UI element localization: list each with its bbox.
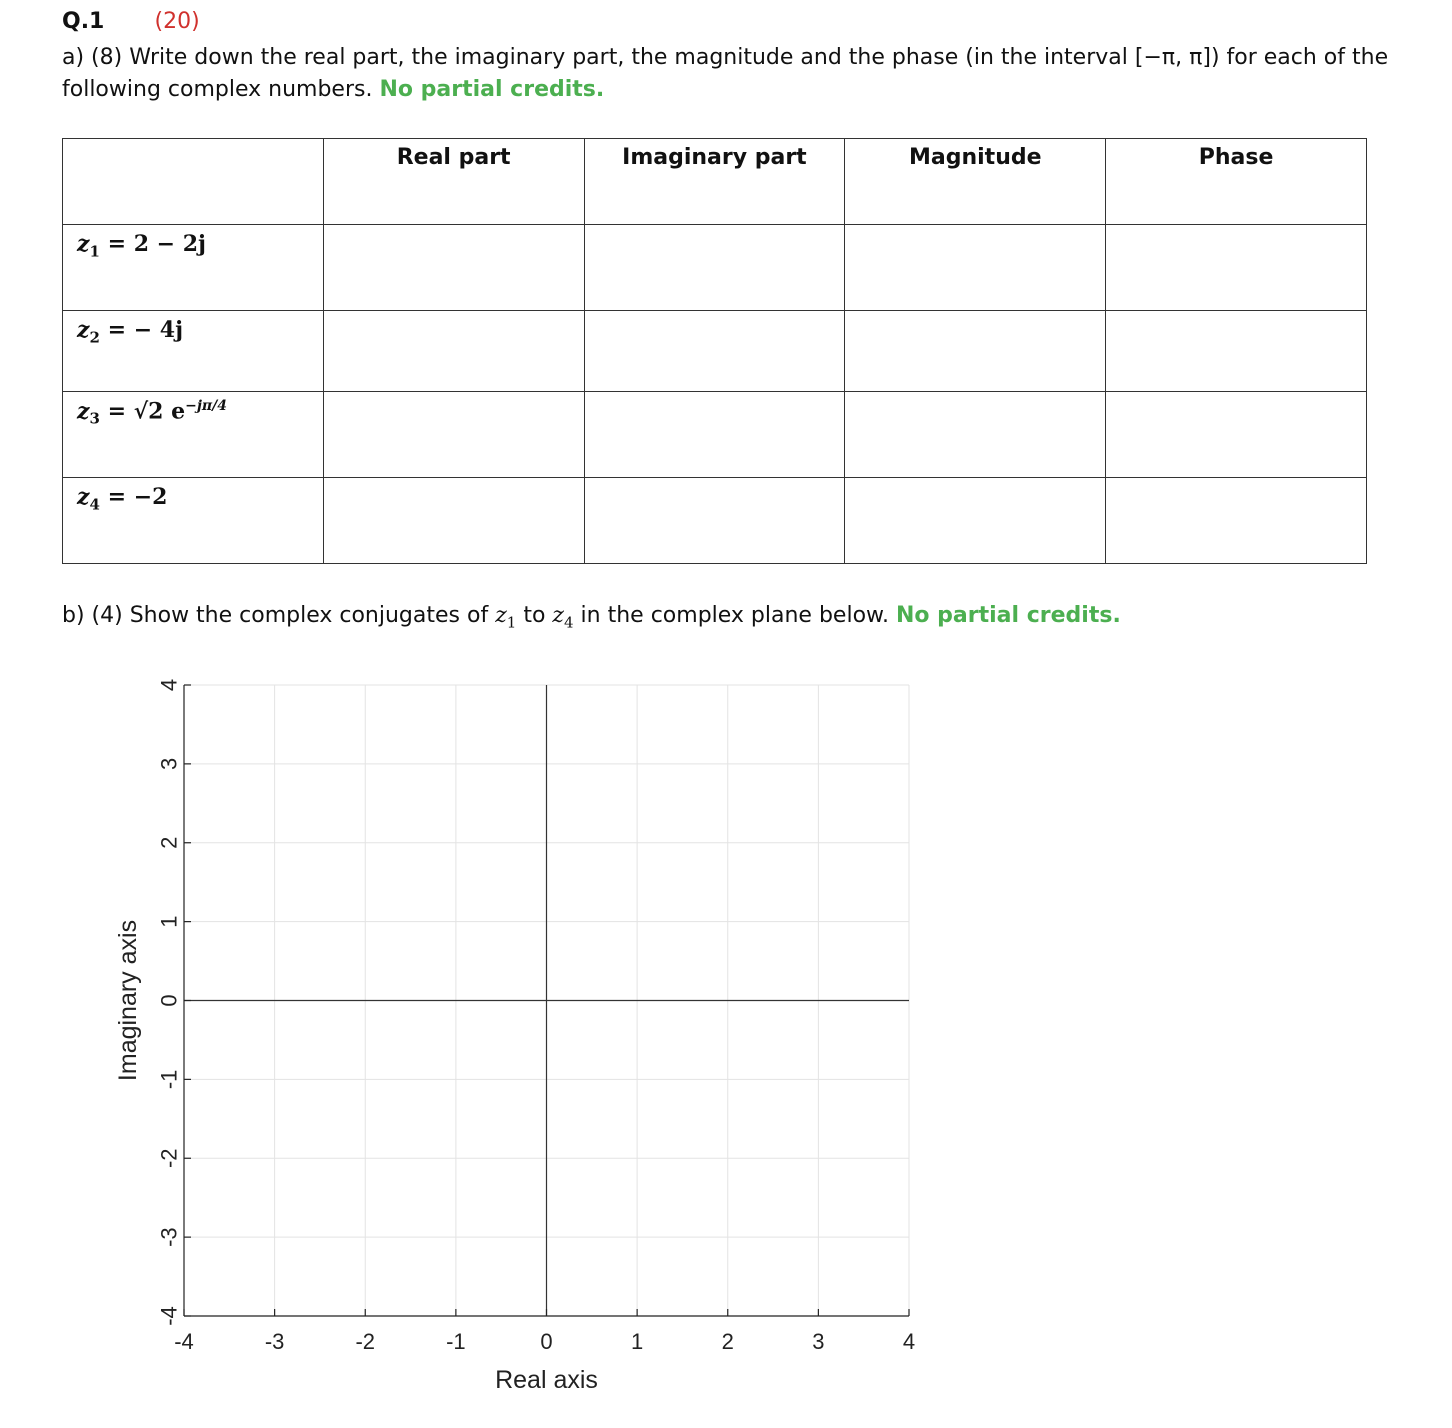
x-tick-label: -1 [446,1329,466,1354]
y-tick-label: 3 [156,757,182,770]
answer-cell[interactable] [584,225,845,311]
complex-plane-chart[interactable] [0,640,1452,1428]
table-row [63,311,1367,392]
header-real-part: Real part [323,139,584,225]
x-tick-label: 3 [812,1329,825,1354]
answer-cell[interactable] [845,225,1106,311]
answer-cell[interactable] [584,311,845,392]
answer-cell[interactable] [584,392,845,478]
question-number: Q.1 [62,9,105,34]
x-tick-label: -3 [264,1329,285,1354]
answer-cell[interactable] [845,478,1106,564]
x-tick-label: -2 [355,1329,376,1354]
header-magnitude: Magnitude [845,139,1106,225]
table-row [63,478,1367,564]
answer-cell[interactable] [323,225,584,311]
x-tick-label: 1 [631,1329,644,1354]
row-label-z2: $z_2$ = − 4j [63,311,324,392]
part-a-note: No partial credits. [379,77,605,102]
answer-cell[interactable] [323,311,584,392]
table-row [63,392,1367,478]
header-imaginary-part: Imaginary part [584,139,845,225]
answer-cell[interactable] [1106,478,1367,564]
part-b-prefix: b) (4) Show the complex conjugates of [62,603,496,628]
x-tick-label: 0 [540,1329,553,1354]
header-phase: Phase [1106,139,1367,225]
y-tick-label: 1 [156,915,182,928]
question-points: (20) [154,9,200,34]
answer-cell[interactable] [584,478,845,564]
answer-cell[interactable] [1106,311,1367,392]
x-tick-label: -4 [174,1329,194,1354]
table-row [63,225,1367,311]
y-tick-label: -1 [156,1069,182,1090]
y-tick-label: 2 [156,836,182,849]
part-b-suffix: in the complex plane below. [573,603,889,628]
answer-cell[interactable] [845,392,1106,478]
y-tick-label: -3 [156,1227,182,1247]
y-tick-label: -2 [156,1148,182,1169]
y-axis-label: Imaginary axis [114,919,142,1082]
y-tick-label: 4 [156,678,182,692]
part-a-instructions [62,42,1392,106]
row-label-z3: $z_3 = √2$ $e^{-j\pi/4}$ [63,392,324,478]
answer-cell[interactable] [1106,225,1367,311]
row-label-z1: $z_1 = 2 - 2j$ [63,225,324,311]
answer-table [62,138,1367,564]
row-label-z4: $z_4 = -2$ [63,478,324,564]
answer-cell[interactable] [323,392,584,478]
header-empty [63,139,324,225]
part-b-instructions: b) (4) Show the complex conjugates of $z_1$ to $z_4$ in the complex plane below. No partial credits. [62,603,1121,632]
answer-cell[interactable] [845,311,1106,392]
answer-cell[interactable] [323,478,584,564]
x-tick-label: 2 [721,1329,734,1354]
x-tick-label: 4 [902,1329,916,1354]
question-header [62,8,200,34]
part-a-text: a) (8) Write down the real part, the imaginary part, the magnitude and the phase (in the interval [−π, π]) for each of the following complex numbers. [62,45,1389,102]
y-tick-label: 0 [156,994,182,1007]
table-header-row [63,139,1367,225]
answer-cell[interactable] [1106,392,1367,478]
part-b-note: No partial credits. [896,603,1121,628]
y-tick-label: -4 [156,1306,182,1326]
x-axis-label: Real axis [495,1366,598,1394]
